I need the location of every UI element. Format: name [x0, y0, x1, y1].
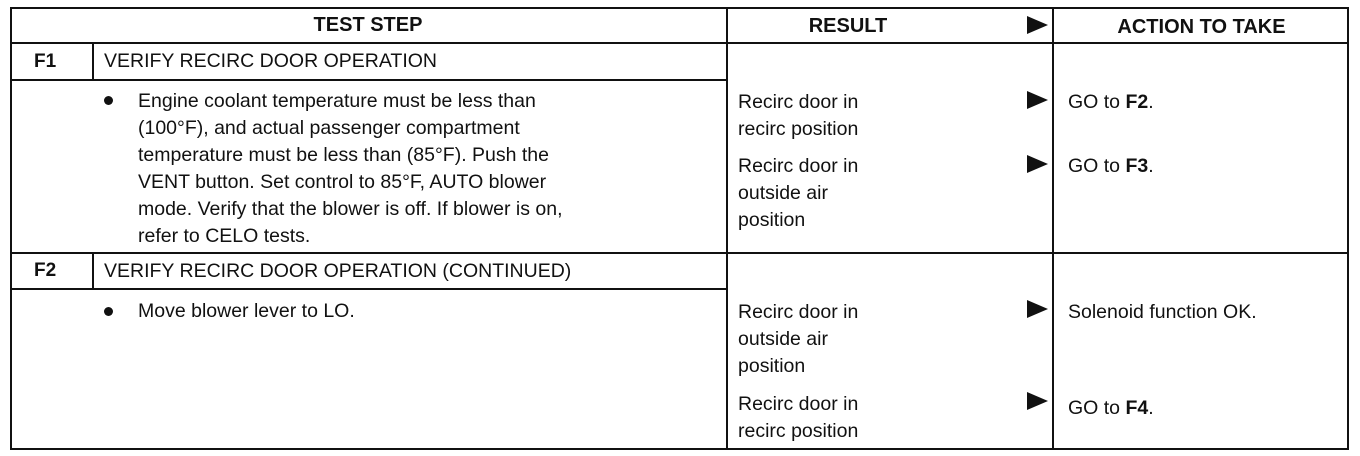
- result-arrow-icon: [1027, 392, 1048, 410]
- step-f1-code-divider: [92, 44, 94, 79]
- step-f1-title-underline: [10, 79, 726, 81]
- step-f2-code-divider: [92, 254, 94, 288]
- instruction-line: temperature must be less than (85°F). Push the: [138, 144, 549, 166]
- header-result: RESULT: [808, 15, 888, 37]
- step-f2-title-underline: [10, 288, 726, 290]
- action-f2-result-2: GO to F4.: [1068, 397, 1154, 419]
- result-line: Recirc door in: [738, 91, 859, 113]
- header-test-step: TEST STEP: [313, 14, 423, 36]
- result-line: Recirc door in: [738, 155, 859, 177]
- header-action-to-take: ACTION TO TAKE: [1117, 16, 1286, 38]
- action-f1-result-1: GO to F2.: [1068, 91, 1154, 113]
- step-separator: [10, 252, 1349, 254]
- step-title-f2: VERIFY RECIRC DOOR OPERATION (CONTINUED): [104, 260, 572, 282]
- action-reference: F4: [1125, 397, 1149, 419]
- header-arrow-icon: [1027, 16, 1048, 34]
- instruction-line: (100°F), and actual passenger compartment: [138, 117, 520, 139]
- column-divider-action: [1052, 7, 1054, 450]
- instruction-line: refer to CELO tests.: [138, 225, 311, 247]
- result-arrow-icon: [1027, 91, 1048, 109]
- instruction-line: Move blower lever to LO.: [138, 300, 355, 322]
- instruction-line: Engine coolant temperature must be less than: [138, 90, 536, 112]
- result-line: position: [738, 355, 806, 377]
- result-line: recirc position: [738, 420, 859, 442]
- bullet-icon: [104, 96, 113, 105]
- action-f1-result-2: GO to F3.: [1068, 155, 1154, 177]
- instruction-line: VENT button. Set control to 85°F, AUTO blower: [138, 171, 547, 193]
- result-arrow-icon: [1027, 155, 1048, 173]
- result-line: Recirc door in: [738, 301, 859, 323]
- action-reference: F2: [1125, 91, 1149, 113]
- result-line: outside air: [738, 328, 828, 350]
- column-divider-result: [726, 7, 728, 450]
- result-line: outside air: [738, 182, 828, 204]
- step-code-f2: F2: [34, 260, 57, 281]
- bullet-icon: [104, 307, 113, 316]
- result-arrow-icon: [1027, 300, 1048, 318]
- result-line: position: [738, 209, 806, 231]
- header-divider: [10, 42, 1349, 44]
- result-line: recirc position: [738, 118, 859, 140]
- action-reference: F3: [1125, 155, 1149, 177]
- result-line: Recirc door in: [738, 393, 859, 415]
- action-f2-result-1: Solenoid function OK.: [1068, 301, 1257, 323]
- step-code-f1: F1: [34, 51, 57, 72]
- step-title-f1: VERIFY RECIRC DOOR OPERATION: [104, 50, 437, 72]
- instruction-line: mode. Verify that the blower is off. If blower is on,: [138, 198, 563, 220]
